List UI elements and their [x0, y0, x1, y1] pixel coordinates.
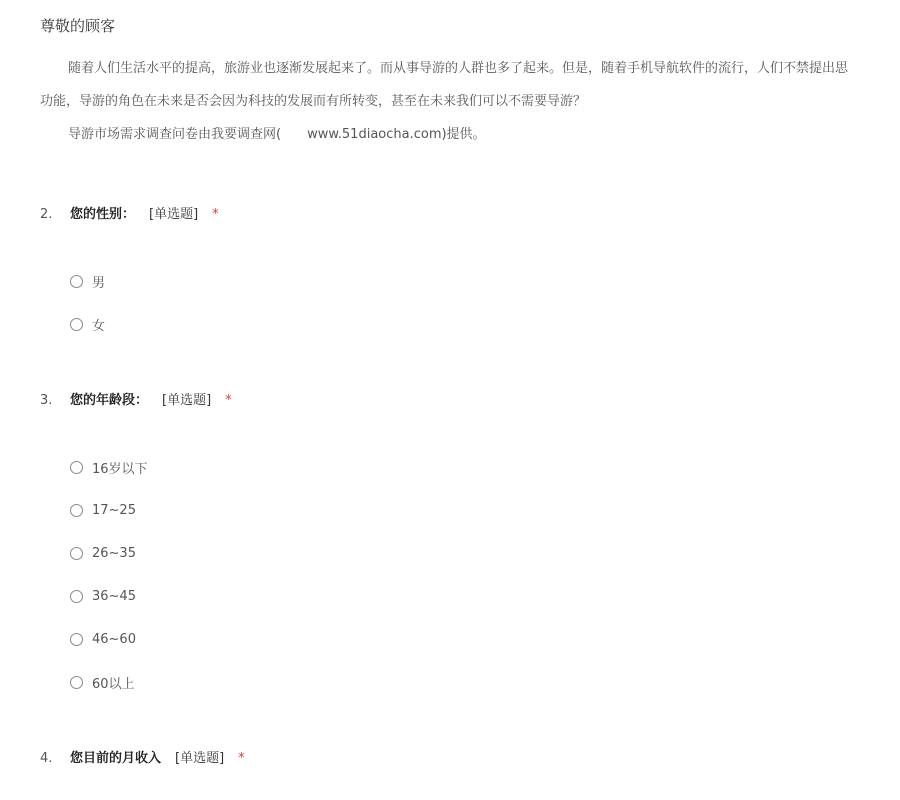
radio-button[interactable] — [70, 633, 83, 646]
option-age-17-25[interactable] — [70, 500, 136, 520]
question-title: 您的年龄段： — [70, 393, 149, 408]
option-label: 17~25 — [92, 502, 136, 518]
radio-button[interactable] — [70, 275, 83, 288]
option-age-36-45[interactable] — [70, 586, 136, 606]
question-age-header — [40, 389, 232, 408]
greeting-heading: 尊敬的顾客 — [40, 17, 116, 35]
question-number: 4. — [40, 751, 53, 766]
option-age-over-60[interactable] — [70, 672, 135, 692]
question-number: 3. — [40, 393, 53, 408]
option-gender-female[interactable] — [70, 314, 105, 334]
intro-paragraph-line: 功能，导游的角色在未来是否会因为科技的发展而有所转变，甚至在未来我们可以不需要导游？ — [40, 94, 587, 109]
option-label: 16岁以下 — [92, 461, 148, 477]
required-marker: * — [212, 207, 219, 222]
option-label: 女 — [92, 318, 106, 334]
radio-button[interactable] — [70, 504, 83, 517]
required-marker: * — [238, 751, 245, 766]
intro-paragraph-line: 导游市场需求调查问卷由我要调查网( www.51diaocha.com)提供。 — [68, 127, 486, 142]
radio-button[interactable] — [70, 547, 83, 560]
question-title: 您目前的月收入 — [70, 751, 162, 766]
intro-paragraph-line: 随着人们生活水平的提高，旅游业也逐渐发展起来了。而从事导游的人群也多了起来。但是，随着手机导航软件的流行，人们不禁提出思 — [68, 61, 849, 76]
option-age-46-60[interactable] — [70, 629, 136, 649]
radio-button[interactable] — [70, 461, 83, 474]
question-gender-header — [40, 203, 219, 222]
option-label: 26~35 — [92, 545, 136, 561]
radio-button[interactable] — [70, 676, 83, 689]
question-type-badge: [单选题] — [162, 393, 212, 408]
question-type-badge: [单选题] — [175, 751, 225, 766]
option-label: 60以上 — [92, 676, 135, 692]
option-age-26-35[interactable] — [70, 543, 136, 563]
question-type-badge: [单选题] — [149, 207, 199, 222]
radio-button[interactable] — [70, 590, 83, 603]
question-income-header — [40, 747, 245, 766]
option-age-under-16[interactable] — [70, 457, 148, 477]
question-number: 2. — [40, 207, 53, 222]
required-marker: * — [225, 393, 232, 408]
option-gender-male[interactable] — [70, 271, 105, 291]
radio-button[interactable] — [70, 318, 83, 331]
option-label: 36~45 — [92, 588, 136, 604]
question-title: 您的性别： — [70, 207, 136, 222]
option-label: 46~60 — [92, 631, 136, 647]
option-label: 男 — [92, 275, 106, 291]
